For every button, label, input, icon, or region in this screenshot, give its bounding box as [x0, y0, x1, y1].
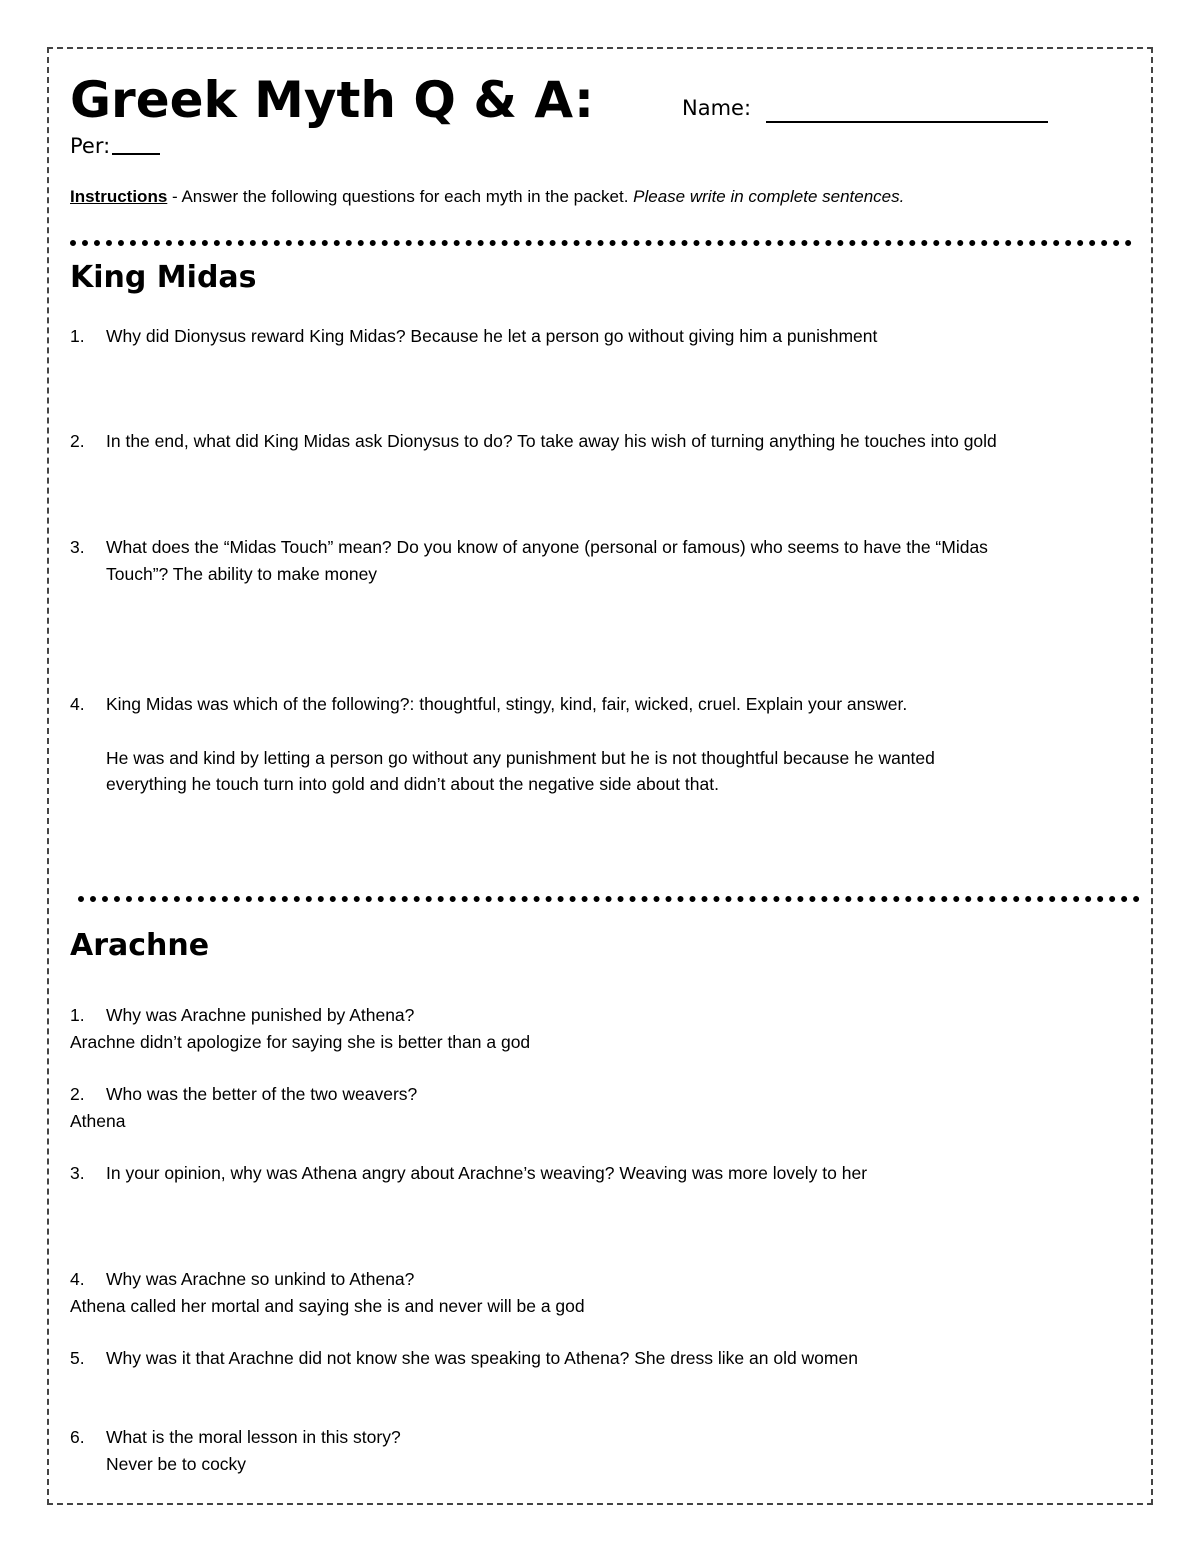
answer-text: everything he touch turn into gold and didn’t about the negative side about that.: [106, 774, 719, 794]
instructions-italic: Please write in complete sentences.: [633, 187, 905, 206]
question-text: Why was Arachne punished by Athena?: [106, 1005, 415, 1025]
name-blank-line: [766, 121, 1048, 123]
section-title-arachne: Arachne: [70, 928, 210, 963]
section-divider: [78, 896, 1140, 902]
question-text: Who was the better of the two weavers?: [106, 1084, 418, 1104]
question-text: Why was Arachne so unkind to Athena?: [106, 1269, 415, 1289]
question-number: 4.: [70, 1269, 85, 1289]
instructions-text: Answer the following questions for each myth in the packet.: [181, 187, 634, 206]
instructions: [70, 187, 904, 207]
worksheet-title: Greek Myth Q & A:: [70, 71, 594, 129]
question-text: In your opinion, why was Athena angry about Arachne’s weaving? Weaving was more lovely to her: [106, 1163, 868, 1183]
question-text-continued: Touch”? The ability to make money: [106, 564, 378, 584]
question-number: 1.: [70, 326, 85, 346]
question-number: 3.: [70, 1163, 85, 1183]
period-blank-line: [112, 153, 160, 155]
question-number: 3.: [70, 537, 85, 557]
question-number: 1.: [70, 1005, 85, 1025]
question-text: What is the moral lesson in this story?: [106, 1427, 401, 1447]
question-text: King Midas was which of the following?: thoughtful, stingy, kind, fair, wicked, cruel. Explain your answer.: [106, 694, 908, 714]
instructions-label: Instructions: [70, 187, 168, 206]
name-label: Name:: [682, 96, 752, 120]
question-number: 2.: [70, 1084, 85, 1104]
answer-text: Never be to cocky: [106, 1454, 247, 1474]
question-text: What does the “Midas Touch” mean? Do you know of anyone (personal or famous) who seems to have the “Midas: [106, 537, 988, 557]
section-divider: [70, 240, 1132, 246]
answer-text: Arachne didn’t apologize for saying she is better than a god: [70, 1032, 531, 1052]
answer-text: He was and kind by letting a person go without any punishment but he is not thoughtful because he wanted: [106, 748, 935, 768]
question-text: Why did Dionysus reward King Midas? Because he let a person go without giving him a punishment: [106, 326, 878, 346]
answer-text: Athena called her mortal and saying she is and never will be a god: [70, 1296, 585, 1316]
question-text: Why was it that Arachne did not know she was speaking to Athena? She dress like an old women: [106, 1348, 858, 1368]
question-number: 6.: [70, 1427, 85, 1447]
period-field: [70, 134, 160, 158]
instructions-dash: -: [167, 187, 182, 206]
question-number: 5.: [70, 1348, 85, 1368]
answer-text: Athena: [70, 1111, 126, 1131]
question-number: 4.: [70, 694, 85, 714]
period-label: Per:: [70, 134, 111, 158]
question-text: In the end, what did King Midas ask Dionysus to do? To take away his wish of turning anything he touches into gold: [106, 431, 997, 451]
section-title-king-midas: King Midas: [70, 260, 257, 295]
question-number: 2.: [70, 431, 85, 451]
